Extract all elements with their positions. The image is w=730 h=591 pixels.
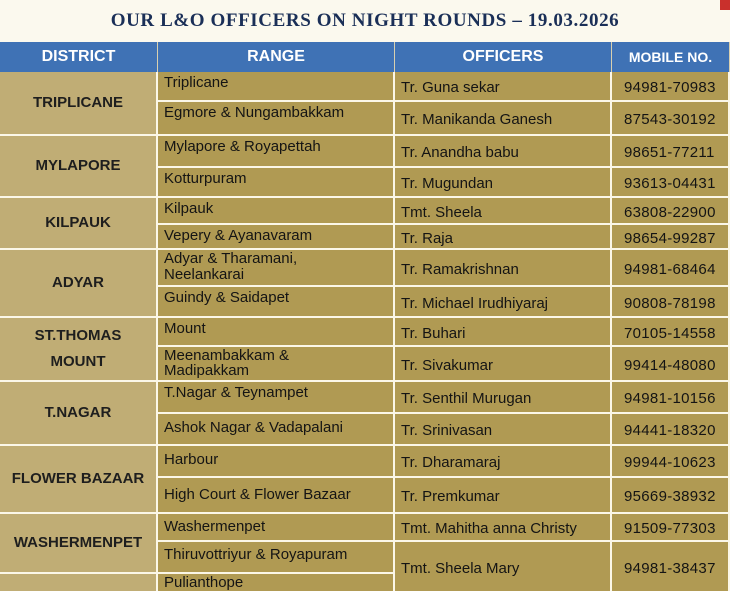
officer-cell: Tr. Premkumar <box>395 478 612 514</box>
mobile-cell: 95669-38932 <box>612 478 730 514</box>
officer-cell: Tr. Manikanda Ganesh <box>395 102 612 136</box>
range-cell: Guindy & Saidapet <box>158 287 395 318</box>
officer-cell: Tr. Anandha babu <box>395 136 612 168</box>
mobile-cell: 63808-22900 <box>612 198 730 225</box>
range-cell: Mylapore & Royapettah <box>158 136 395 168</box>
page-title: OUR L&O OFFICERS ON NIGHT ROUNDS – 19.03.2026 <box>0 0 730 42</box>
district-cell-mylapore: MYLAPORE <box>0 136 158 198</box>
mobile-cell: 91509-77303 <box>612 514 730 542</box>
range-cell: Adyar & Tharamani, Neelankarai <box>158 250 395 287</box>
range-cell: Egmore & Nungambakkam <box>158 102 395 136</box>
officer-cell: Tr. Mugundan <box>395 168 612 198</box>
mobile-cell: 94981-70983 <box>612 72 730 102</box>
range-cell: Mount <box>158 318 395 347</box>
range-cell: Thiruvottriyur & Royapuram <box>158 542 395 574</box>
district-cell-kilpauk: KILPAUK <box>0 198 158 250</box>
mobile-cell: 93613-04431 <box>612 168 730 198</box>
mobile-cell: 94981-68464 <box>612 250 730 287</box>
mobile-cell: 98654-99287 <box>612 225 730 250</box>
officer-cell: Tr. Michael Irudhiyaraj <box>395 287 612 318</box>
range-cell: Kilpauk <box>158 198 395 225</box>
district-cell-triplicane: TRIPLICANE <box>0 72 158 136</box>
officer-cell: Tr. Ramakrishnan <box>395 250 612 287</box>
officer-cell: Tmt. Sheela <box>395 198 612 225</box>
header-district: DISTRICT <box>0 42 158 72</box>
district-cell-flower-bazaar: FLOWER BAZAAR <box>0 446 158 514</box>
mobile-cell: 94981-10156 <box>612 382 730 414</box>
range-cell: Ashok Nagar & Vadapalani <box>158 414 395 446</box>
mobile-cell: 87543-30192 <box>612 102 730 136</box>
mobile-cell: 94441-18320 <box>612 414 730 446</box>
officer-cell: Tr. Sivakumar <box>395 347 612 382</box>
district-cell-adyar: ADYAR <box>0 250 158 318</box>
district-cell-t-nagar: T.NAGAR <box>0 382 158 446</box>
range-cell: High Court & Flower Bazaar <box>158 478 395 514</box>
range-cell: Triplicane <box>158 72 395 102</box>
mobile-cell: 99944-10623 <box>612 446 730 478</box>
district-cell-st-thomas-mount: ST.THOMAS MOUNT <box>0 318 158 382</box>
range-cell: Harbour <box>158 446 395 478</box>
header-officers: OFFICERS <box>395 42 612 72</box>
header-range: RANGE <box>158 42 395 72</box>
mobile-cell: 90808-78198 <box>612 287 730 318</box>
mobile-cell: 70105-14558 <box>612 318 730 347</box>
officer-cell: Tr. Guna sekar <box>395 72 612 102</box>
officer-cell: Tr. Raja <box>395 225 612 250</box>
range-cell: Vepery & Ayanavaram <box>158 225 395 250</box>
officer-cell: Tr. Buhari <box>395 318 612 347</box>
district-cell-washermenpet: WASHERMENPET <box>0 514 158 574</box>
range-cell: Washermenpet <box>158 514 395 542</box>
officer-cell: Tr. Srinivasan <box>395 414 612 446</box>
officer-cell: Tmt. Sheela Mary <box>395 542 612 591</box>
district-cell-continued <box>0 574 158 591</box>
header-mobile: MOBILE NO. <box>612 42 730 72</box>
mobile-cell: 98651-77211 <box>612 136 730 168</box>
range-cell: Meenambakkam & Madipakkam <box>158 347 395 382</box>
officer-cell: Tr. Senthil Murugan <box>395 382 612 414</box>
officer-cell: Tr. Dharamaraj <box>395 446 612 478</box>
range-cell: Kotturpuram <box>158 168 395 198</box>
range-cell: Pulianthope <box>158 574 395 591</box>
mobile-cell: 94981-38437 <box>612 542 730 591</box>
officer-cell: Tmt. Mahitha anna Christy <box>395 514 612 542</box>
range-cell: T.Nagar & Teynampet <box>158 382 395 414</box>
mobile-cell: 99414-48080 <box>612 347 730 382</box>
